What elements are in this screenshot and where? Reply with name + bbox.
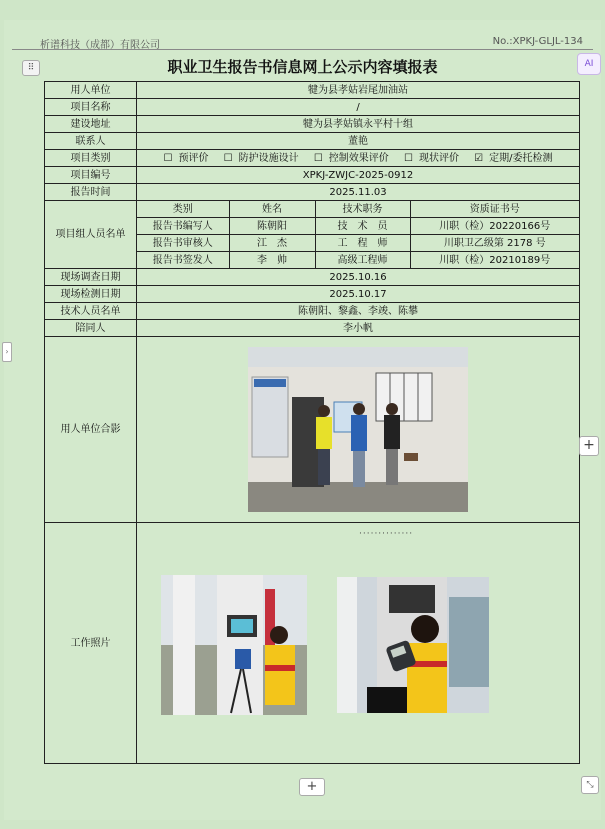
label-project-name: 项目名称 [45,99,137,116]
checkbox-icon[interactable]: ☐ [403,152,413,164]
header-company: 析谱科技（成都）有限公司 [40,40,160,51]
option-status-evaluation[interactable]: ☐ 现状评价 [403,152,459,164]
option-pre-evaluation[interactable]: ☐ 预评价 [163,152,209,164]
staff-cell[interactable]: 李 帅 [229,252,315,269]
work-photo-2-image[interactable] [337,577,489,713]
staff-table [137,201,579,268]
work-photo-1-image[interactable] [161,575,307,715]
row-report-time [45,184,580,201]
checkbox-icon[interactable]: ☐ [163,152,173,164]
label-report-time: 报告时间 [45,184,137,201]
staff-cell[interactable]: 报告书审核人 [137,235,229,252]
table-row [137,252,579,269]
staff-header: 资质证书号 [410,201,579,218]
checkbox-icon[interactable]: ☐ [313,152,323,164]
label-project-type: 项目类别 [45,150,137,167]
row-test-date [45,286,580,303]
staff-cell[interactable]: 江 杰 [229,235,315,252]
staff-cell[interactable]: 技 术 员 [315,218,410,235]
collapse-arrow-icon[interactable]: › [2,342,12,362]
add-column-button[interactable]: + [579,436,599,456]
row-work-photos [45,523,580,764]
label-contact: 联系人 [45,133,137,150]
staff-cell[interactable]: 川职卫乙级第 2178 号 [410,235,579,252]
row-tech-staff [45,303,580,320]
staff-table-cell [137,201,580,269]
group-photo-cell [137,337,580,523]
row-staff [45,201,580,269]
value-employer[interactable]: 犍为县孝姑岩尾加油站 [137,82,580,99]
row-contact [45,133,580,150]
value-address[interactable]: 犍为县孝姑镇永平村十组 [137,116,580,133]
row-employer [45,82,580,99]
header-divider [12,49,593,50]
dotted-caption-marker: ·············· [359,529,414,539]
value-escort[interactable]: 李小帆 [137,320,580,337]
add-row-button[interactable]: + [299,778,325,796]
label-tech-staff: 技术人员名单 [45,303,137,320]
row-project-no [45,167,580,184]
document-page [4,20,601,820]
project-type-options [137,150,580,167]
value-test-date[interactable]: 2025.10.17 [137,286,580,303]
row-escort [45,320,580,337]
option-control-effect[interactable]: ☐ 控制效果评价 [313,152,389,164]
row-survey-date [45,269,580,286]
staff-cell[interactable]: 川职（检）20220166号 [410,218,579,235]
row-project-type [45,150,580,167]
header-doc-number: No.:XPKJ-GLJL-134 [492,36,583,47]
label-group-photo: 用人单位合影 [45,337,137,523]
row-group-photo [45,337,580,523]
option-periodic-testing[interactable]: ☑ 定期/委托检测 [474,152,553,164]
row-address [45,116,580,133]
value-contact[interactable]: 董艳 [137,133,580,150]
ai-assistant-button[interactable]: AI [577,53,601,75]
label-survey-date: 现场调查日期 [45,269,137,286]
label-staff: 项目组人员名单 [45,201,137,269]
label-project-no: 项目编号 [45,167,137,184]
group-photo-image[interactable] [248,347,468,512]
page-title: 职业卫生报告书信息网上公示内容填报表 [167,58,438,76]
staff-header: 姓名 [229,201,315,218]
value-project-no[interactable]: XPKJ-ZWJC-2025-0912 [137,167,580,184]
table-row [137,235,579,252]
info-form-table [44,81,580,764]
label-address: 建设地址 [45,116,137,133]
label-employer: 用人单位 [45,82,137,99]
resize-table-icon[interactable]: ⤡ [581,776,599,794]
value-tech-staff[interactable]: 陈朝阳、黎鑫、李竣、陈攀 [137,303,580,320]
checkbox-icon[interactable]: ☐ [223,152,233,164]
staff-header-row [137,201,579,218]
option-protection-design[interactable]: ☐ 防护设施设计 [223,152,299,164]
work-photo-cell [137,523,580,764]
value-survey-date[interactable]: 2025.10.16 [137,269,580,286]
value-project-name[interactable]: / [137,99,580,116]
checkbox-checked-icon[interactable]: ☑ [474,152,484,164]
staff-cell[interactable]: 高级工程师 [315,252,410,269]
label-work-photos: 工作照片 [45,523,137,764]
table-row [137,218,579,235]
table-move-handle-icon[interactable]: ⠿ [22,60,40,76]
value-report-time[interactable]: 2025.11.03 [137,184,580,201]
label-test-date: 现场检测日期 [45,286,137,303]
staff-cell[interactable]: 川职（检）20210189号 [439,254,551,266]
staff-cell[interactable]: 报告书签发人 [137,252,229,269]
staff-cell[interactable]: 陈朝阳 [229,218,315,235]
label-escort: 陪同人 [45,320,137,337]
staff-header: 技术职务 [315,201,410,218]
row-project-name [45,99,580,116]
staff-cell[interactable]: 工 程 师 [315,235,410,252]
staff-header: 类别 [137,201,229,218]
staff-cell[interactable]: 报告书编写人 [137,218,229,235]
